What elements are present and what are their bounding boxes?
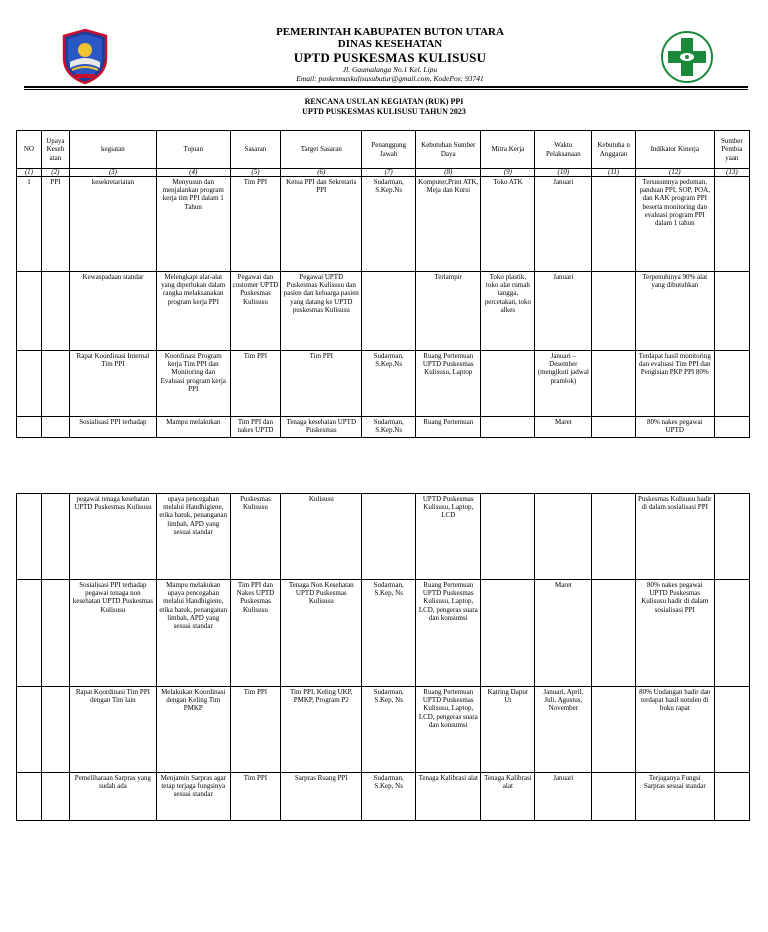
table-cell: Pemeliharaan Sarpras yang sudah ada: [69, 773, 156, 821]
table-cell: Pegawai dan customer UPTD Puskesmas Kulisusu: [230, 272, 281, 351]
table-cell: Terpenuhinya 90% alat yang dibutuhkan: [635, 272, 714, 351]
table-cell: Pegawai UPTD Puskesmas Kulisusu dan pasien dan keluarga pasien yang datang ke UPTD puskesmas Kulisusu: [281, 272, 362, 351]
table-cell: Sudarman, S.Kep, Ns: [362, 773, 416, 821]
column-header: Sumber Pembia yaan: [714, 131, 749, 169]
table-cell: Tenaga kesehatan UPTD Puskesmas: [281, 417, 362, 438]
column-header: NO: [17, 131, 42, 169]
table-cell: [481, 494, 535, 580]
table-cell: Tenaga Non Kesehatan UPTD Puskesmas Kulisusu: [281, 580, 362, 687]
table-row: [17, 494, 750, 580]
table-cell: [592, 272, 636, 351]
table-cell: [592, 417, 636, 438]
table-cell: [362, 494, 416, 580]
institution-email: Email: puskesmaskulisusubutur@gmail.com, KodePos: 93741: [296, 74, 484, 83]
table-cell: Koordinasi Program kerja Tim PPI dan Monitoring dan Evaluasi program kerja PPI: [156, 351, 230, 417]
table-cell: PPI: [41, 177, 69, 272]
table-cell: [17, 494, 42, 580]
column-number: (4): [156, 169, 230, 177]
table-cell: [41, 687, 69, 773]
table-cell: Terlampir: [416, 272, 481, 351]
table-cell: Ruang Pertemuan UPTD Puskesmas Kulisusu, Laptop, LCD, pengeras suara dan konsumsi: [416, 580, 481, 687]
regency-emblem-logo: [60, 28, 110, 84]
table-cell: Sudarman, S.Kep.Ns: [362, 351, 416, 417]
column-header: Waktu Pelaksanaan: [535, 131, 592, 169]
table-cell: Tim PPI: [230, 773, 281, 821]
column-number: (3): [69, 169, 156, 177]
table-cell: Puskesmas Kulisusu hadir di dalam sosialisasi PPI: [635, 494, 714, 580]
table-cell: Tim PPI dan nakes UPTD: [230, 417, 281, 438]
institution-name: UPTD PUSKESMAS KULISUSU: [293, 50, 487, 65]
document-title-line2: UPTD PUSKESMAS KULISUSU TAHUN 2023: [302, 107, 466, 116]
table-cell: [592, 580, 636, 687]
table-cell: Sudarman, S.Kep.Ns: [362, 417, 416, 438]
table-cell: Puskesmas Kulisusu: [230, 494, 281, 580]
table-cell: [41, 580, 69, 687]
table-cell: Mampu melakukan upaya pencegahan melalui Handhigiene, etika batuk, penanganan limbah, APD yang sesuai standar: [156, 580, 230, 687]
table-cell: Sudarman, S.Kep, Ns: [362, 687, 416, 773]
column-number: (11): [592, 169, 636, 177]
table-cell: Maret: [535, 580, 592, 687]
column-header: Kebutuha n Anggaran: [592, 131, 636, 169]
table-cell: [535, 494, 592, 580]
table-cell: Rapat Koordinasi Internal Tim PPI: [69, 351, 156, 417]
table-cell: [41, 351, 69, 417]
table-cell: Tim PPI, Keling UKP, PMKP, Program P2: [281, 687, 362, 773]
table-row: [17, 351, 750, 417]
table-cell: Toko ATK: [481, 177, 535, 272]
table-cell: Terdapat hasil monitoring dan evaluasi Tim PPI dan Pengisian PKP PPI 80%: [635, 351, 714, 417]
column-header: Upaya Keseh atan: [41, 131, 69, 169]
table-cell: Sudarman, S.Kep.Ns: [362, 177, 416, 272]
document-title: [0, 97, 768, 117]
table-cell: 1: [17, 177, 42, 272]
column-header: Indikator Kinerja: [635, 131, 714, 169]
table-cell: Ketua PPI dan Sekretaris PPI: [281, 177, 362, 272]
table-cell: Sosialisasi PPI terhadap pegawai tenaga non kesehatan UPTD Puskesmas Kulisusu: [69, 580, 156, 687]
government-name: PEMERINTAH KABUPATEN BUTON UTARA: [276, 26, 504, 38]
table-cell: Ruang Pertemuan UPTD Puskesmas Kulisusu, Laptop, LCD, pengeras suara dan konsumsi: [416, 687, 481, 773]
table-cell: Sarpras Ruang PPI: [281, 773, 362, 821]
table-cell: [592, 687, 636, 773]
table-body-page2: [17, 494, 750, 821]
column-number: (8): [416, 169, 481, 177]
column-number: (10): [535, 169, 592, 177]
table-cell: Januari: [535, 177, 592, 272]
table-cell: Terjaganya Fungsi Sarpras sesuai standar: [635, 773, 714, 821]
column-header: kegiatan: [69, 131, 156, 169]
table-cell: [17, 417, 42, 438]
institution-address: Jl. Gaumalanga No.1 Kel. Lipu: [342, 65, 438, 74]
column-number: (9): [481, 169, 535, 177]
table-cell: Tim PPI: [230, 687, 281, 773]
table-cell: [17, 272, 42, 351]
table-cell: Tenaga Kalibrasi alat: [416, 773, 481, 821]
table-cell: Tenaga Kalibrasi alat: [481, 773, 535, 821]
table-body-page1: [17, 177, 750, 438]
table-cell: [592, 351, 636, 417]
table-row: [17, 580, 750, 687]
table-cell: 80% nakes pegawai UPTD: [635, 417, 714, 438]
table-cell: [714, 494, 749, 580]
puskesmas-logo: [660, 30, 714, 84]
table-cell: Sosialisasi PPI terhadap: [69, 417, 156, 438]
table-cell: Komputer,Print ATK, Meja dan Kursi: [416, 177, 481, 272]
letterhead: [20, 22, 748, 90]
column-header: Mitra Kerja: [481, 131, 535, 169]
department-name: DINAS KESEHATAN: [337, 38, 443, 50]
table-cell: 80% Undangan hadir dan terdapat hasil notulen di buku rapat: [635, 687, 714, 773]
column-number: (6): [281, 169, 362, 177]
table-row: [17, 687, 750, 773]
table-cell: [17, 773, 42, 821]
table-cell: [592, 773, 636, 821]
table-cell: UPTD Puskesmas Kulisusu, Laptop, LCD: [416, 494, 481, 580]
table-cell: Rapat Koordinasi Tim PPI dengan Tim lain: [69, 687, 156, 773]
table-cell: Toko plastik, toko alat rumah tangga, percetakan, toko alkes: [481, 272, 535, 351]
table-cell: [481, 417, 535, 438]
table-header-row: [17, 131, 750, 169]
table-cell: 80% nakes pegawai UPTD Puskesmas Kulisusu hadir di dalam sosialisasi PPI: [635, 580, 714, 687]
table-cell: Tim PPI: [230, 351, 281, 417]
table-cell: Kewaspadaan standar: [69, 272, 156, 351]
column-number: (1): [17, 169, 42, 177]
table-cell: [41, 417, 69, 438]
letterhead-rule-thin: [24, 89, 748, 90]
table-cell: [714, 351, 749, 417]
table-cell: [481, 351, 535, 417]
table-cell: Menjamin Sarpras agar tetap terjaga fungsinya sesuai standar: [156, 773, 230, 821]
column-number: (5): [230, 169, 281, 177]
table-cell: [714, 773, 749, 821]
column-header: Penanggung Jawab: [362, 131, 416, 169]
table-cell: Januari: [535, 773, 592, 821]
table-cell: Melengkapi alat-alat yang diperlukan dalam rangka melaksanakan program kerja PPI: [156, 272, 230, 351]
column-header: Sasaran: [230, 131, 281, 169]
table-cell: Tim PPI dan Nakes UPTD Puskesmas Kulisusu: [230, 580, 281, 687]
table-cell: [17, 687, 42, 773]
table-cell: Januari – Desember (mengikuti jadwal pramlok): [535, 351, 592, 417]
table-cell: Ruang Pertemuan: [416, 417, 481, 438]
table-cell: Maret: [535, 417, 592, 438]
table-row: [17, 177, 750, 272]
table-cell: Kulisusu: [281, 494, 362, 580]
table-cell: [481, 580, 535, 687]
column-number: (2): [41, 169, 69, 177]
table-cell: [17, 351, 42, 417]
table-cell: Melakukan Koordinasi dengan Keling Tim PMKP: [156, 687, 230, 773]
document-title-line1: RENCANA USULAN KEGIATAN (RUK) PPI: [304, 97, 464, 106]
column-header: Target Sasaran: [281, 131, 362, 169]
table-cell: [714, 272, 749, 351]
table-cell: [592, 177, 636, 272]
table-cell: [714, 687, 749, 773]
column-header: Kebutuhan Sumber Daya: [416, 131, 481, 169]
table-row: [17, 272, 750, 351]
table-row: [17, 417, 750, 438]
table-cell: [17, 580, 42, 687]
table-cell: Mampu melakukan: [156, 417, 230, 438]
table-cell: [592, 494, 636, 580]
table-cell: [41, 494, 69, 580]
ruk-table-page1: [16, 130, 750, 438]
letterhead-text: [140, 26, 640, 83]
table-cell: [41, 773, 69, 821]
column-number-row: [17, 169, 750, 177]
table-row: [17, 773, 750, 821]
table-cell: [362, 272, 416, 351]
table-cell: [714, 417, 749, 438]
table-cell: Januari: [535, 272, 592, 351]
table-cell: kesekretariatan: [69, 177, 156, 272]
table-cell: [41, 272, 69, 351]
table-cell: Tersusunnya pedoman, panduan PPI, SOP, POA, dan KAK program PPI beserta monitoring dan evaluasi program PPI dalam 1 tahun: [635, 177, 714, 272]
table-cell: [714, 177, 749, 272]
table-cell: Ruang Pertemuan UPTD Puskesmas Kulisusu, Laptop: [416, 351, 481, 417]
table-cell: Tim PPI: [230, 177, 281, 272]
table-cell: Sudarman, S.Kep, Ns: [362, 580, 416, 687]
ruk-table-page2: [16, 493, 750, 821]
column-number: (12): [635, 169, 714, 177]
column-number: (13): [714, 169, 749, 177]
table-cell: Katring Dapur Ut: [481, 687, 535, 773]
table-cell: upaya pencegahan melalui Handhigiene, etika batuk, penanganan limbah, APD yang sesuai standar: [156, 494, 230, 580]
column-number: (7): [362, 169, 416, 177]
column-header: Tujuan: [156, 131, 230, 169]
table-cell: Januari, April, Juli, Agustus, November: [535, 687, 592, 773]
table-cell: pegawai tenaga kesehatan UPTD Puskesmas Kulisusu: [69, 494, 156, 580]
table-cell: Tim PPI: [281, 351, 362, 417]
table-cell: [714, 580, 749, 687]
table-cell: Menyusun dan menjalankan program kerja tim PPI dalam 1 Tahun: [156, 177, 230, 272]
letterhead-rule: [24, 86, 748, 88]
